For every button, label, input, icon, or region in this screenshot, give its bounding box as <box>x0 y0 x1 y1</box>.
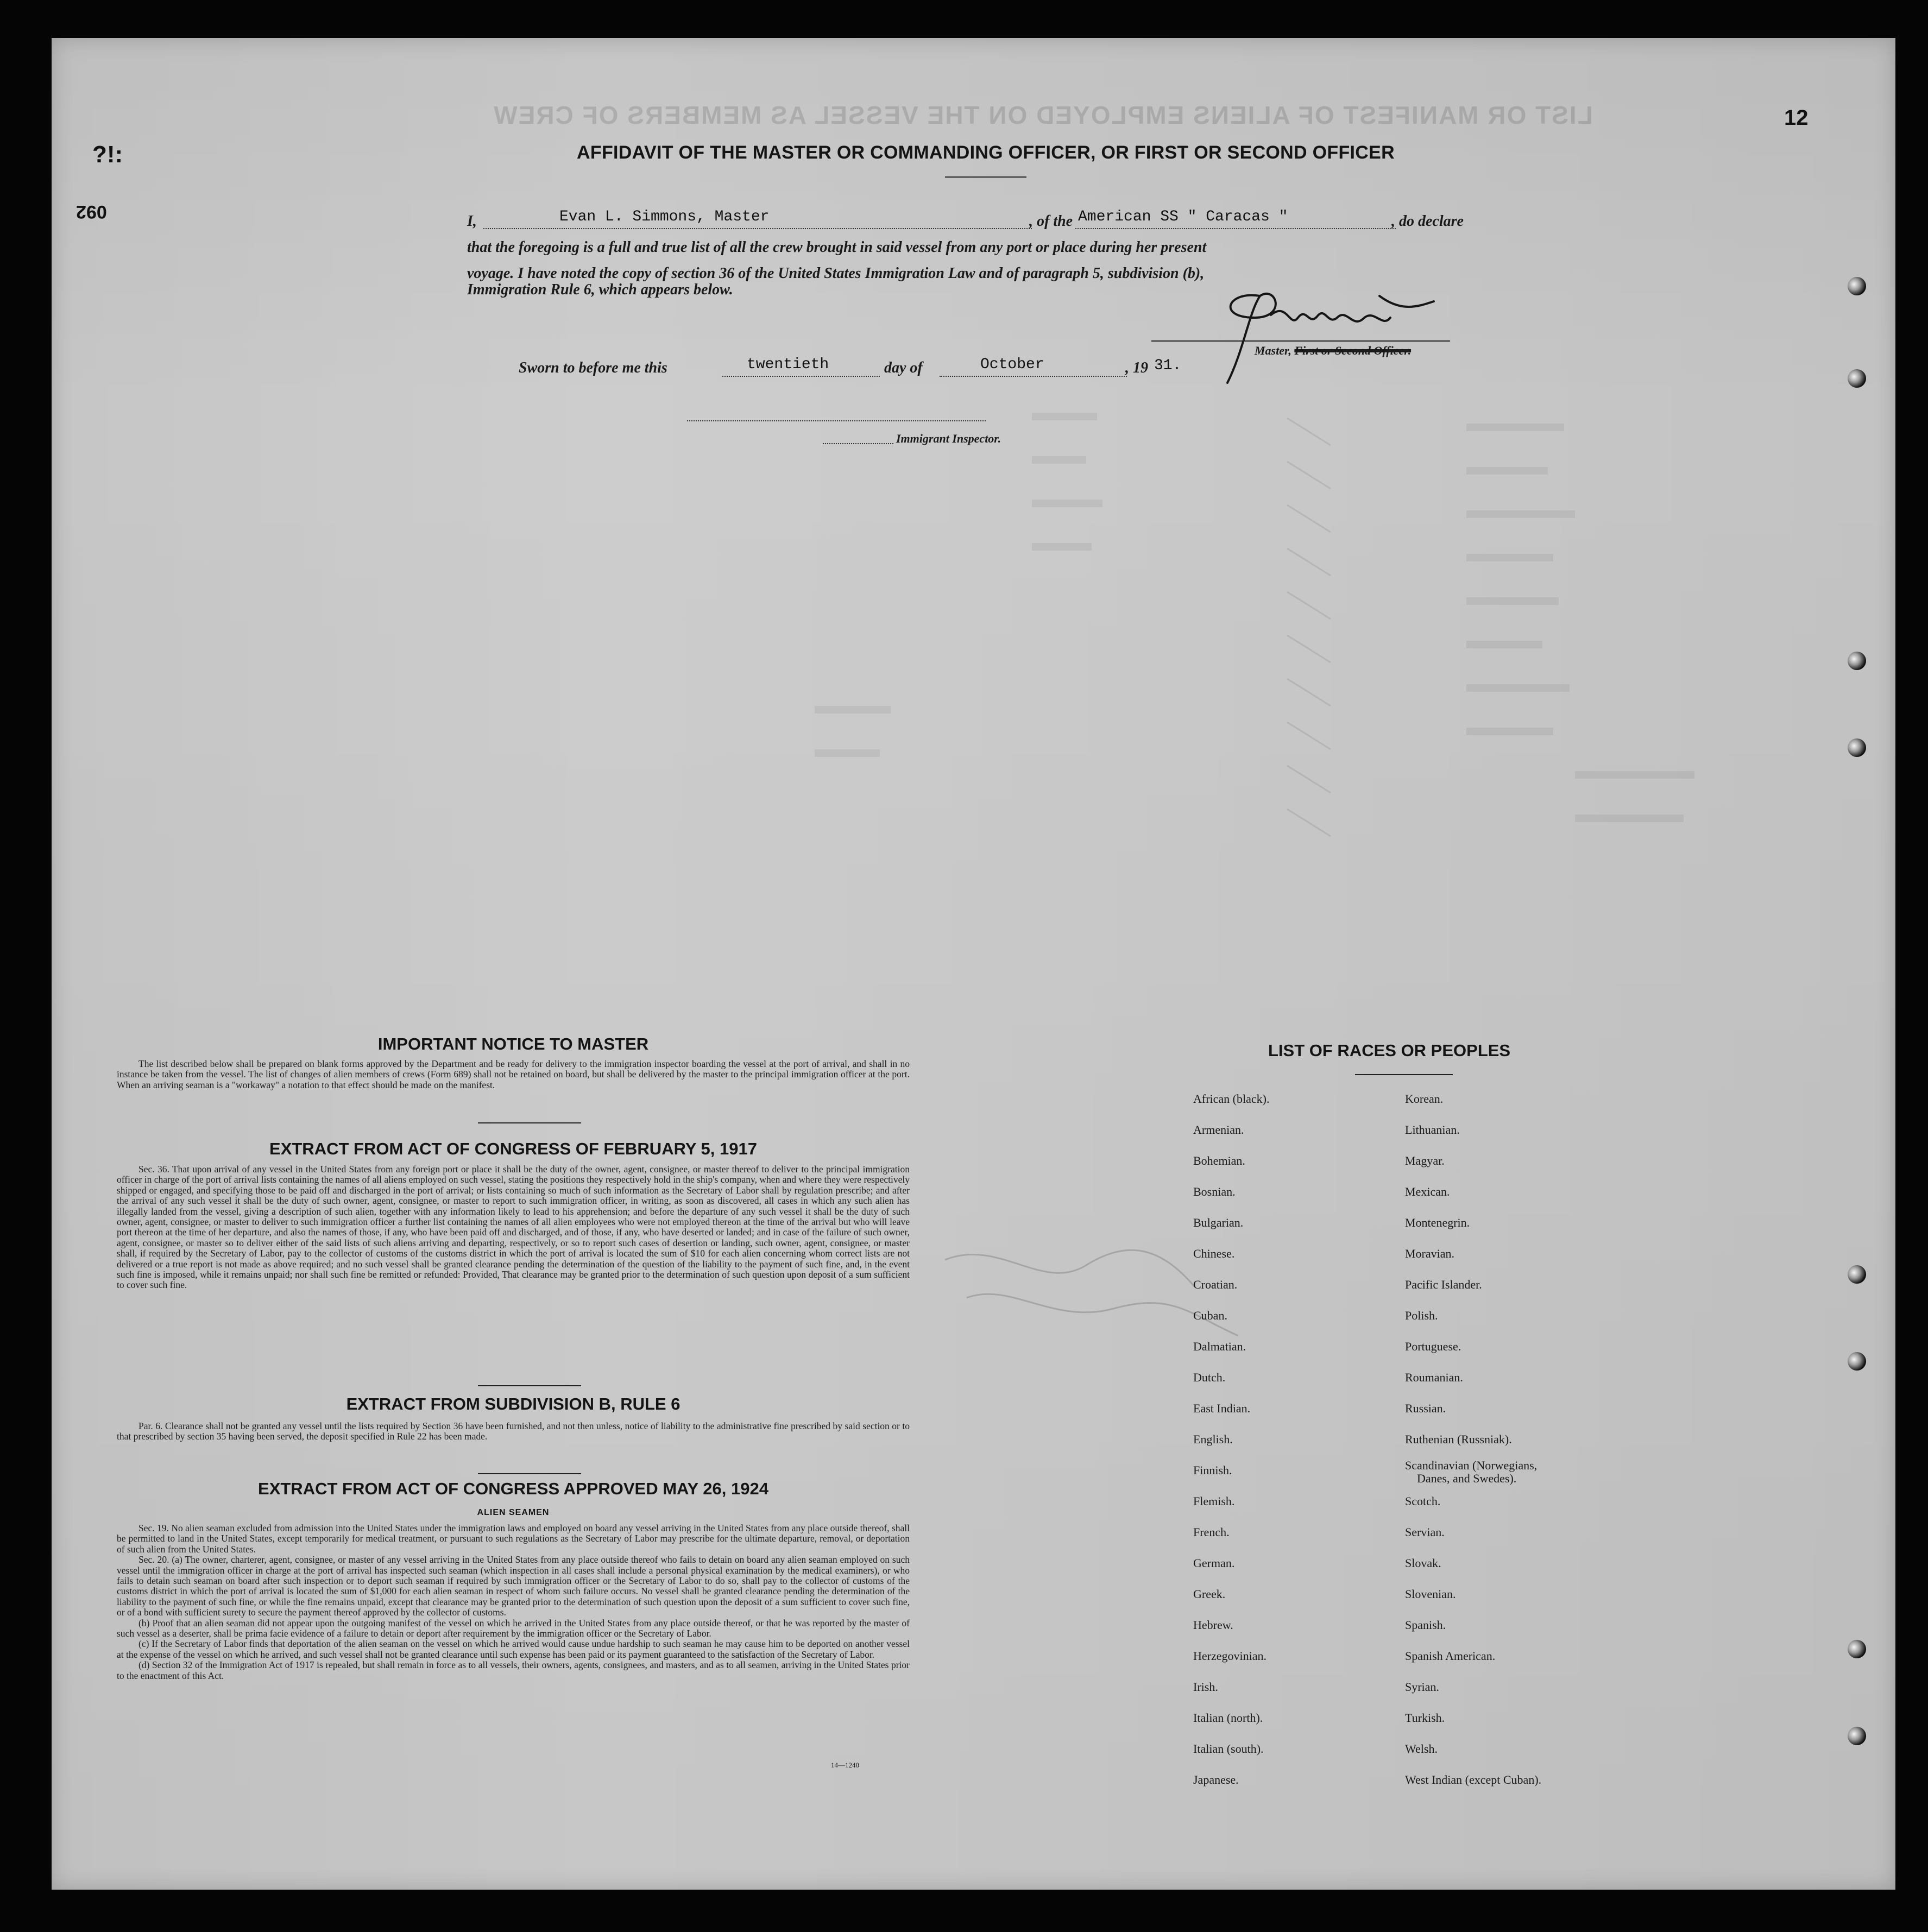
bleed-through-header: LIST OR MANIFEST OF ALIENS EMPLOYED ON THE VESSEL AS MEMBERS OF CREW <box>493 101 1593 129</box>
notice-body: The list described below shall be prepared on blank forms approved by the Department and be ready for delivery to the immigration inspector boarding the vessel at the port of arrival, and shall in no instance be taken from the vessel. The list of changes of alien members of crews (Form 689) shall not be retained on board, but shall be delivered by the master to the principal immigration officer at the port. When an arriving seaman is a "workaway" a notation to that effect should be made on the manifest. <box>117 1058 910 1090</box>
race-item-continuation: Danes, and Swedes). <box>1417 1472 1517 1485</box>
sworn-prefix: Sworn to before me this <box>519 359 667 376</box>
race-item: German. <box>1193 1556 1235 1570</box>
race-item: Russian. <box>1405 1401 1446 1415</box>
master-name: Evan L. Simmons, Master <box>559 209 770 225</box>
race-item: Dalmatian. <box>1193 1340 1246 1353</box>
race-item: Bulgarian. <box>1193 1216 1244 1229</box>
race-item: Turkish. <box>1405 1711 1445 1725</box>
sworn-month: October <box>980 356 1044 373</box>
sworn-day-line <box>722 376 880 377</box>
race-item: Dutch. <box>1193 1371 1226 1384</box>
race-item: Syrian. <box>1405 1680 1439 1694</box>
affidavit-line-2: that the foregoing is a full and true list of all the crew brought in said vessel from any port or place during her present <box>467 239 1207 256</box>
notice-title: IMPORTANT NOTICE TO MASTER <box>377 1034 649 1053</box>
race-item: Flemish. <box>1193 1494 1235 1508</box>
extract-1924-para: (d) Section 32 of the Immigration Act of 1917 is repealed, but shall remain in force as to all vessels, their owners, agents, consignees, and masters, and as to all seamen, arriving in the United States prior to the enactment of this Act. <box>117 1659 910 1681</box>
master-signature <box>1195 274 1445 394</box>
race-item: Hebrew. <box>1193 1618 1233 1632</box>
sworn-year-prefix: , 19 <box>1125 359 1148 376</box>
inspector-caption: Immigrant Inspector. <box>896 432 1001 445</box>
sworn-year: 31. <box>1154 357 1182 374</box>
signature-caption-master: Master, <box>1255 344 1295 357</box>
affidavit-line-3: voyage. I have noted the copy of section 36 of the United States Immigration Law and of paragraph 5, subdivision (b), <box>467 265 1205 282</box>
extract-1924-para: Sec. 19. No alien seaman excluded from admission into the United States under the immigration laws and employed on board any vessel arriving in the United States from any place outside thereof, shall be permitted to land in the United States, except temporarily for medical treatment, or pursuant to such regulations as the Secretary of Labor may prescribe for the ultimate departure, removal, or deportation of such alien from the United States. <box>117 1523 910 1555</box>
race-item: Chinese. <box>1193 1247 1235 1260</box>
race-item: Cuban. <box>1193 1309 1227 1322</box>
extract-1924-para: (b) Proof that an alien seaman did not appear upon the outgoing manifest of the vessel on which he arrived in the United States from any place outside thereof, or that he was reported by the master of such vessel as a deserter, shall be prima facie evidence of a failure to detain or deport after requirement by the immigration officer or the Secretary of Labor. <box>117 1617 910 1639</box>
race-item: Bohemian. <box>1193 1154 1245 1167</box>
race-item: West Indian (except Cuban). <box>1405 1773 1542 1786</box>
punch-hole <box>1848 738 1866 757</box>
signature-line <box>1151 340 1450 342</box>
race-item: Ruthenian (Russniak). <box>1405 1432 1512 1446</box>
punch-hole <box>1848 369 1866 388</box>
punch-hole <box>1848 1727 1866 1745</box>
affidavit-title: AFFIDAVIT OF THE MASTER OR COMMANDING OFFICER, OR FIRST OR SECOND OFFICER <box>577 142 1395 163</box>
extract-1924-body <box>117 1523 910 1681</box>
left-margin-mark: ?!: <box>92 141 123 168</box>
form-number: 14—1240 <box>831 1761 859 1769</box>
affidavit-declare: , do declare <box>1391 213 1464 230</box>
race-item: Italian (south). <box>1193 1742 1264 1756</box>
extract-1917-rule <box>478 1385 581 1386</box>
race-item: Moravian. <box>1405 1247 1455 1260</box>
race-item: Pacific Islander. <box>1405 1278 1482 1291</box>
sworn-day: twentieth <box>747 356 829 373</box>
notice-rule <box>478 1122 581 1123</box>
inspector-caption-line <box>823 443 893 444</box>
affidavit-line-4: Immigration Rule 6, which appears below. <box>467 281 733 298</box>
races-title-rule <box>1355 1074 1453 1075</box>
race-item: Bosnian. <box>1193 1185 1236 1198</box>
race-item: Servian. <box>1405 1525 1445 1539</box>
race-item: Welsh. <box>1405 1742 1438 1756</box>
race-item: Polish. <box>1405 1309 1438 1322</box>
vessel-name-line <box>1075 228 1396 229</box>
extract-1917-body: Sec. 36. That upon arrival of any vessel in the United States from any foreign port or place it shall be the duty of the owner, agent, consignee, or master thereof to deliver to the principal immigration officer in charge of the port of arrival lists containing the names of all aliens employed on such vessel, stating the positions they respectively hold in the ship's company, when and where they were respectively shipped or engaged, and specifying those to be paid off and discharged in the port of arrival; or lists containing so much of such information as the Secretary of Labor shall by regulation prescribe; and after the arrival of any such vessel it shall be the duty of such owner, agent, consignee, or master to report to such immigration officer, in writing, as soon as discovered, all cases in which any such alien has illegally landed from the vessel, giving a description of such alien, together with any information likely to lead to his apprehension; and before the departure of any such vessel it shall be the duty of such owner, agent, consignee, or master to deliver to such immigration officer a further list containing the names of all alien employees who were not employed thereon at the time of the arrival but who will leave port thereon at the time of her departure, and also the names of those, if any, who have been paid off and discharged, and of those, if any, who have deserted or landed; and in case of the failure of such owner, agent, consignee, or master so to deliver either of the said lists of such aliens arriving and departing, respectively, or so to report such cases of desertion or landing, such owner, agent, consignee, or master shall, if required by the Secretary of Labor, pay to the collector of customs of the customs district in which the port of arrival is located the sum of $10 for each alien concerning whom correct lists are not delivered or a true report is not made as above required; and no such vessel shall be granted clearance pending the determination of the question of the liability to the payment of such fine, and, in the event such fine is imposed, while it remains unpaid; nor shall such fine be remitted or refunded: Provided, That clearance may be granted prior to the determination of such question upon deposit of a sum sufficient to cover such fine. <box>117 1164 910 1291</box>
left-margin-number: 092 <box>76 201 107 222</box>
extract-rule6-body: Par. 6. Clearance shall not be granted any vessel until the lists required by Section 36 have been furnished, and not then unless, notice of liability to the administrative fine prescribed by said section or to that prescribed by section 35 having been served, the deposit specified in Rule 22 has been made. <box>117 1420 910 1442</box>
extract-1924-para: Sec. 20. (a) The owner, charterer, agent, consignee, or master of any vessel arriving in the United States from any place outside thereof who fails to detain on board any alien seaman employed on such vessel until the immigration officer in charge at the port of arrival has inspected such seaman (which inspection in all cases shall include a personal physical examination by the medical examiners), or who fails to detain such seaman on board after such inspection or to deport such seaman if required by such immigration officer or the Secretary of Labor to do so, shall pay to the collector of customs of the customs district in which the port of arrival is located the sum of $1,000 for each alien seaman in respect of whom such failure occurs. No vessel shall be granted clearance pending the determination of the liability to the payment of such fine, or while the fine remains unpaid, except that clearance may be granted prior to the determination of such question upon the deposit of a sum sufficient to cover such fine, or of a bond with sufficient surety to secure the payment thereof approved by the collector of customs. <box>117 1554 910 1618</box>
race-item: Herzegovinian. <box>1193 1649 1267 1663</box>
sworn-month-line <box>940 376 1127 377</box>
vessel-name: American SS " Caracas " <box>1078 209 1288 225</box>
race-item: Roumanian. <box>1405 1371 1463 1384</box>
race-item: Croatian. <box>1193 1278 1238 1291</box>
affidavit-of-the: , of the <box>1029 213 1073 230</box>
punch-hole <box>1848 277 1866 295</box>
extract-rule6-rule <box>478 1473 581 1474</box>
extract-1917-title: EXTRACT FROM ACT OF CONGRESS OF FEBRUARY 5, 1917 <box>269 1139 757 1158</box>
races-title: LIST OF RACES OR PEOPLES <box>1268 1041 1511 1060</box>
affidavit-title-rule <box>945 176 1026 178</box>
signature-caption <box>1255 344 1411 358</box>
race-item: Scotch. <box>1405 1494 1441 1508</box>
race-item: African (black). <box>1193 1092 1270 1106</box>
sworn-day-of: day of <box>884 359 923 376</box>
race-item: Finnish. <box>1193 1463 1232 1477</box>
extract-1924-title: EXTRACT FROM ACT OF CONGRESS APPROVED MAY 26, 1924 <box>258 1479 768 1498</box>
right-margin-mark: 12 <box>1784 106 1809 130</box>
race-item: French. <box>1193 1525 1230 1539</box>
race-item: Spanish American. <box>1405 1649 1496 1663</box>
race-item: Portuguese. <box>1405 1340 1461 1353</box>
race-item: Scandinavian (Norwegians, <box>1405 1459 1538 1472</box>
race-item: Lithuanian. <box>1405 1123 1460 1137</box>
extract-1924-subtitle: ALIEN SEAMEN <box>477 1508 550 1517</box>
punch-hole <box>1848 1352 1866 1371</box>
race-item: Armenian. <box>1193 1123 1244 1137</box>
affidavit-prefix: I, <box>467 213 477 230</box>
race-item: Montenegrin. <box>1405 1216 1470 1229</box>
race-item: Irish. <box>1193 1680 1218 1694</box>
race-item: Magyar. <box>1405 1154 1445 1167</box>
signature-caption-struck: First or Second Officer. <box>1294 344 1412 357</box>
race-item: Italian (north). <box>1193 1711 1263 1725</box>
punch-hole <box>1848 652 1866 670</box>
punch-hole <box>1848 1640 1866 1658</box>
race-item: East Indian. <box>1193 1401 1251 1415</box>
race-item: Japanese. <box>1193 1773 1239 1786</box>
extract-rule6-title: EXTRACT FROM SUBDIVISION B, RULE 6 <box>346 1394 681 1413</box>
race-item: English. <box>1193 1432 1233 1446</box>
race-item: Korean. <box>1405 1092 1444 1106</box>
master-name-line <box>483 228 1032 229</box>
inspector-signature-line <box>687 420 986 421</box>
extract-1924-para: (c) If the Secretary of Labor finds that deportation of the alien seaman on the vessel on which he arrived would cause undue hardship to such seaman he may cause him to be deported on another vessel at the expense of the vessel on which he arrived, and such vessel shall not be granted clearance until such expense has been paid or its payment guaranteed to the satisfaction of the Secretary of Labor. <box>117 1638 910 1660</box>
punch-hole <box>1848 1265 1866 1284</box>
race-item: Greek. <box>1193 1587 1226 1601</box>
race-item: Spanish. <box>1405 1618 1446 1632</box>
race-item: Slovenian. <box>1405 1587 1456 1601</box>
race-item: Slovak. <box>1405 1556 1441 1570</box>
race-item: Mexican. <box>1405 1185 1450 1198</box>
